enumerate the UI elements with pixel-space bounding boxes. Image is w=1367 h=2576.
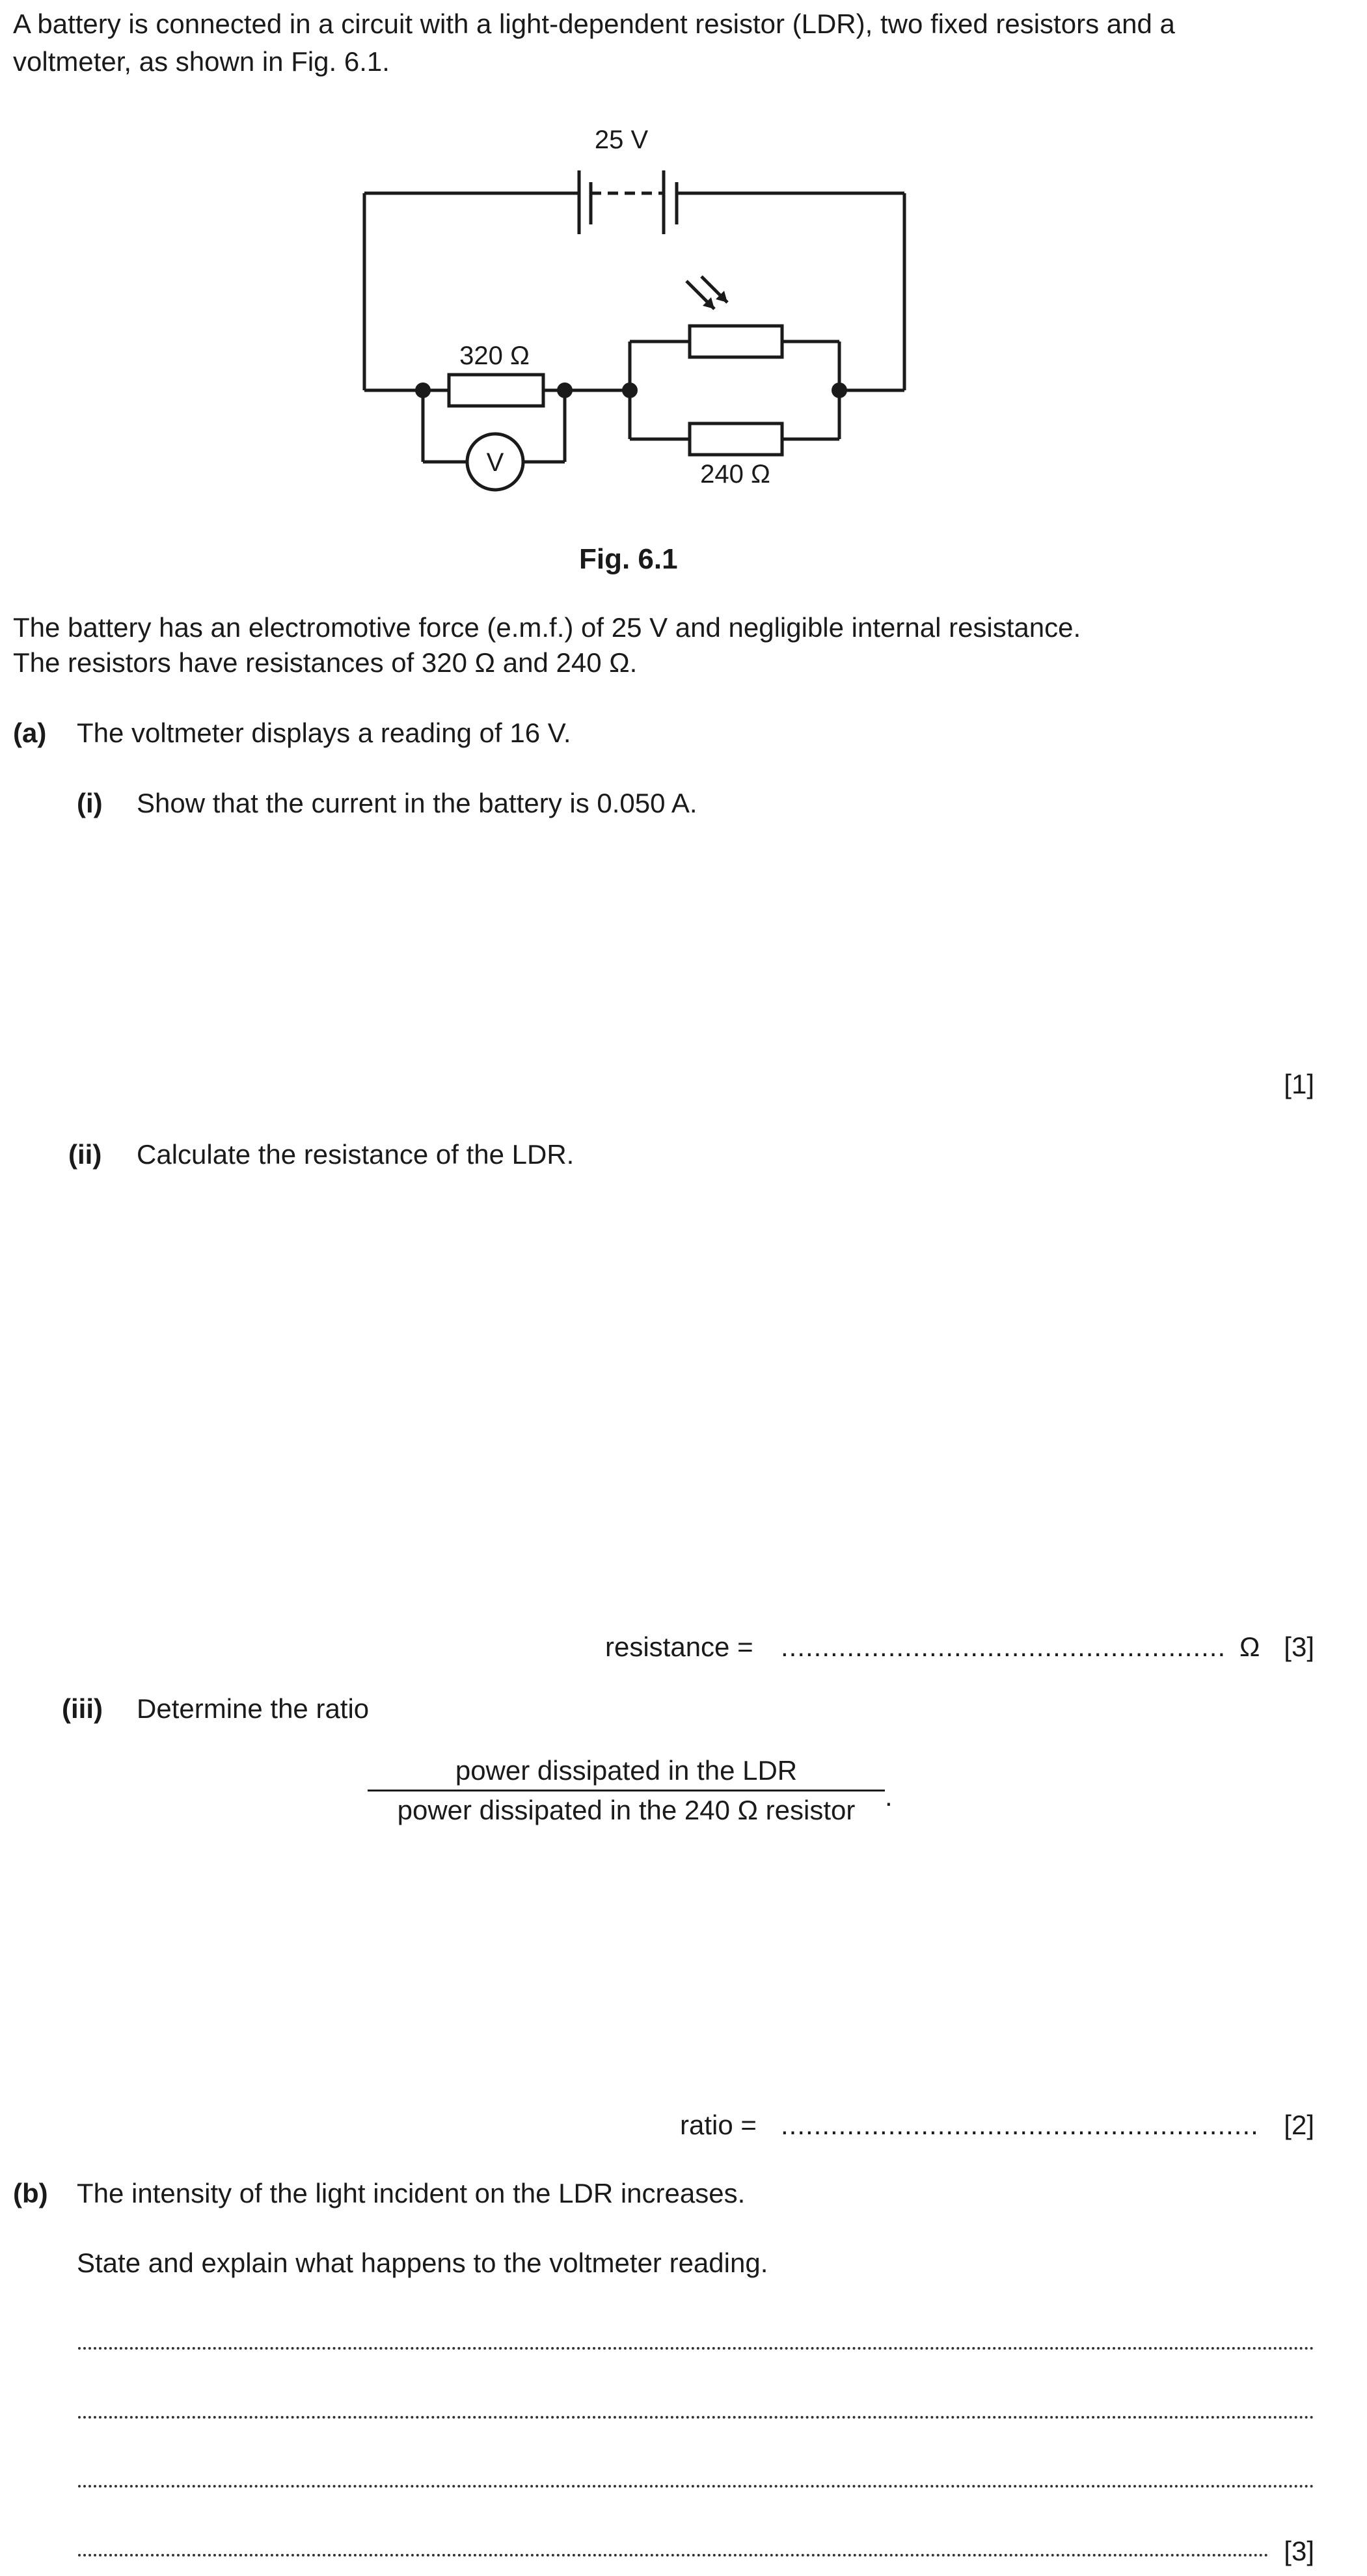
resistor-320-label: 320 Ω	[459, 342, 530, 370]
fraction-trailing-period: .	[885, 1781, 893, 1812]
voltmeter-symbol: V	[486, 448, 504, 477]
part-a-label: (a)	[13, 718, 47, 748]
resistor-320	[449, 375, 543, 406]
junction-dot	[415, 382, 431, 398]
junction-dot	[557, 382, 573, 398]
part-a-iii-marks: [2]	[1284, 2110, 1314, 2140]
junction-dot	[622, 382, 638, 398]
part-a-i-marks: [1]	[1284, 1069, 1314, 1099]
ldr-resistor	[690, 326, 782, 357]
circuit-diagram	[0, 0, 1367, 585]
ratio-numerator: power dissipated in the LDR	[455, 1755, 798, 1786]
answer-line[interactable]	[78, 2554, 1269, 2556]
intro-line-1: A battery is connected in a circuit with a light-dependent resistor (LDR), two fixed resistors and a	[13, 8, 1175, 39]
part-a-ii-marks: [3]	[1284, 1631, 1314, 1662]
figure-caption: Fig. 6.1	[579, 543, 678, 575]
part-a-ii-text: Calculate the resistance of the LDR.	[137, 1139, 575, 1170]
answer-line[interactable]	[78, 2485, 1314, 2488]
intro-line-2: voltmeter, as shown in Fig. 6.1.	[13, 46, 390, 77]
battery-label: 25 V	[594, 126, 649, 154]
resistance-unit: Ω	[1239, 1631, 1260, 1662]
junction-dot	[832, 382, 847, 398]
resistor-240	[690, 423, 782, 455]
ratio-fraction	[368, 1753, 885, 1828]
info-line-2: The resistors have resistances of 320 Ω and 240 Ω.	[13, 647, 638, 678]
part-a-i-label: (i)	[77, 788, 103, 818]
part-b-label: (b)	[13, 2178, 48, 2208]
fraction-bar	[368, 1790, 885, 1791]
ratio-denominator: power dissipated in the 240 Ω resistor	[397, 1795, 856, 1825]
resistor-240-label: 240 Ω	[700, 460, 770, 489]
part-a-i-text: Show that the current in the battery is 0.050 A.	[137, 788, 697, 818]
part-b-instruction: State and explain what happens to the voltmeter reading.	[77, 2247, 768, 2278]
part-b-text: The intensity of the light incident on the LDR increases.	[77, 2178, 746, 2208]
ratio-answer-prefix: ratio =	[680, 2110, 757, 2140]
part-a-ii-label: (ii)	[68, 1139, 102, 1170]
part-a-iii-text: Determine the ratio	[137, 1693, 370, 1724]
answer-line[interactable]	[78, 2347, 1314, 2350]
info-line-1: The battery has an electromotive force (e.m.f.) of 25 V and negligible internal resistance.	[13, 612, 1081, 643]
part-b-marks: [3]	[1284, 2536, 1314, 2566]
part-a-text: The voltmeter displays a reading of 16 V.	[77, 718, 571, 748]
answer-line[interactable]	[78, 2416, 1314, 2419]
resistance-answer-prefix: resistance =	[605, 1631, 753, 1662]
part-a-iii-label: (iii)	[62, 1693, 103, 1724]
ratio-answer-field[interactable]: ..........................................................	[781, 2110, 1259, 2140]
resistance-answer-field[interactable]: ......................................................	[781, 1631, 1226, 1662]
